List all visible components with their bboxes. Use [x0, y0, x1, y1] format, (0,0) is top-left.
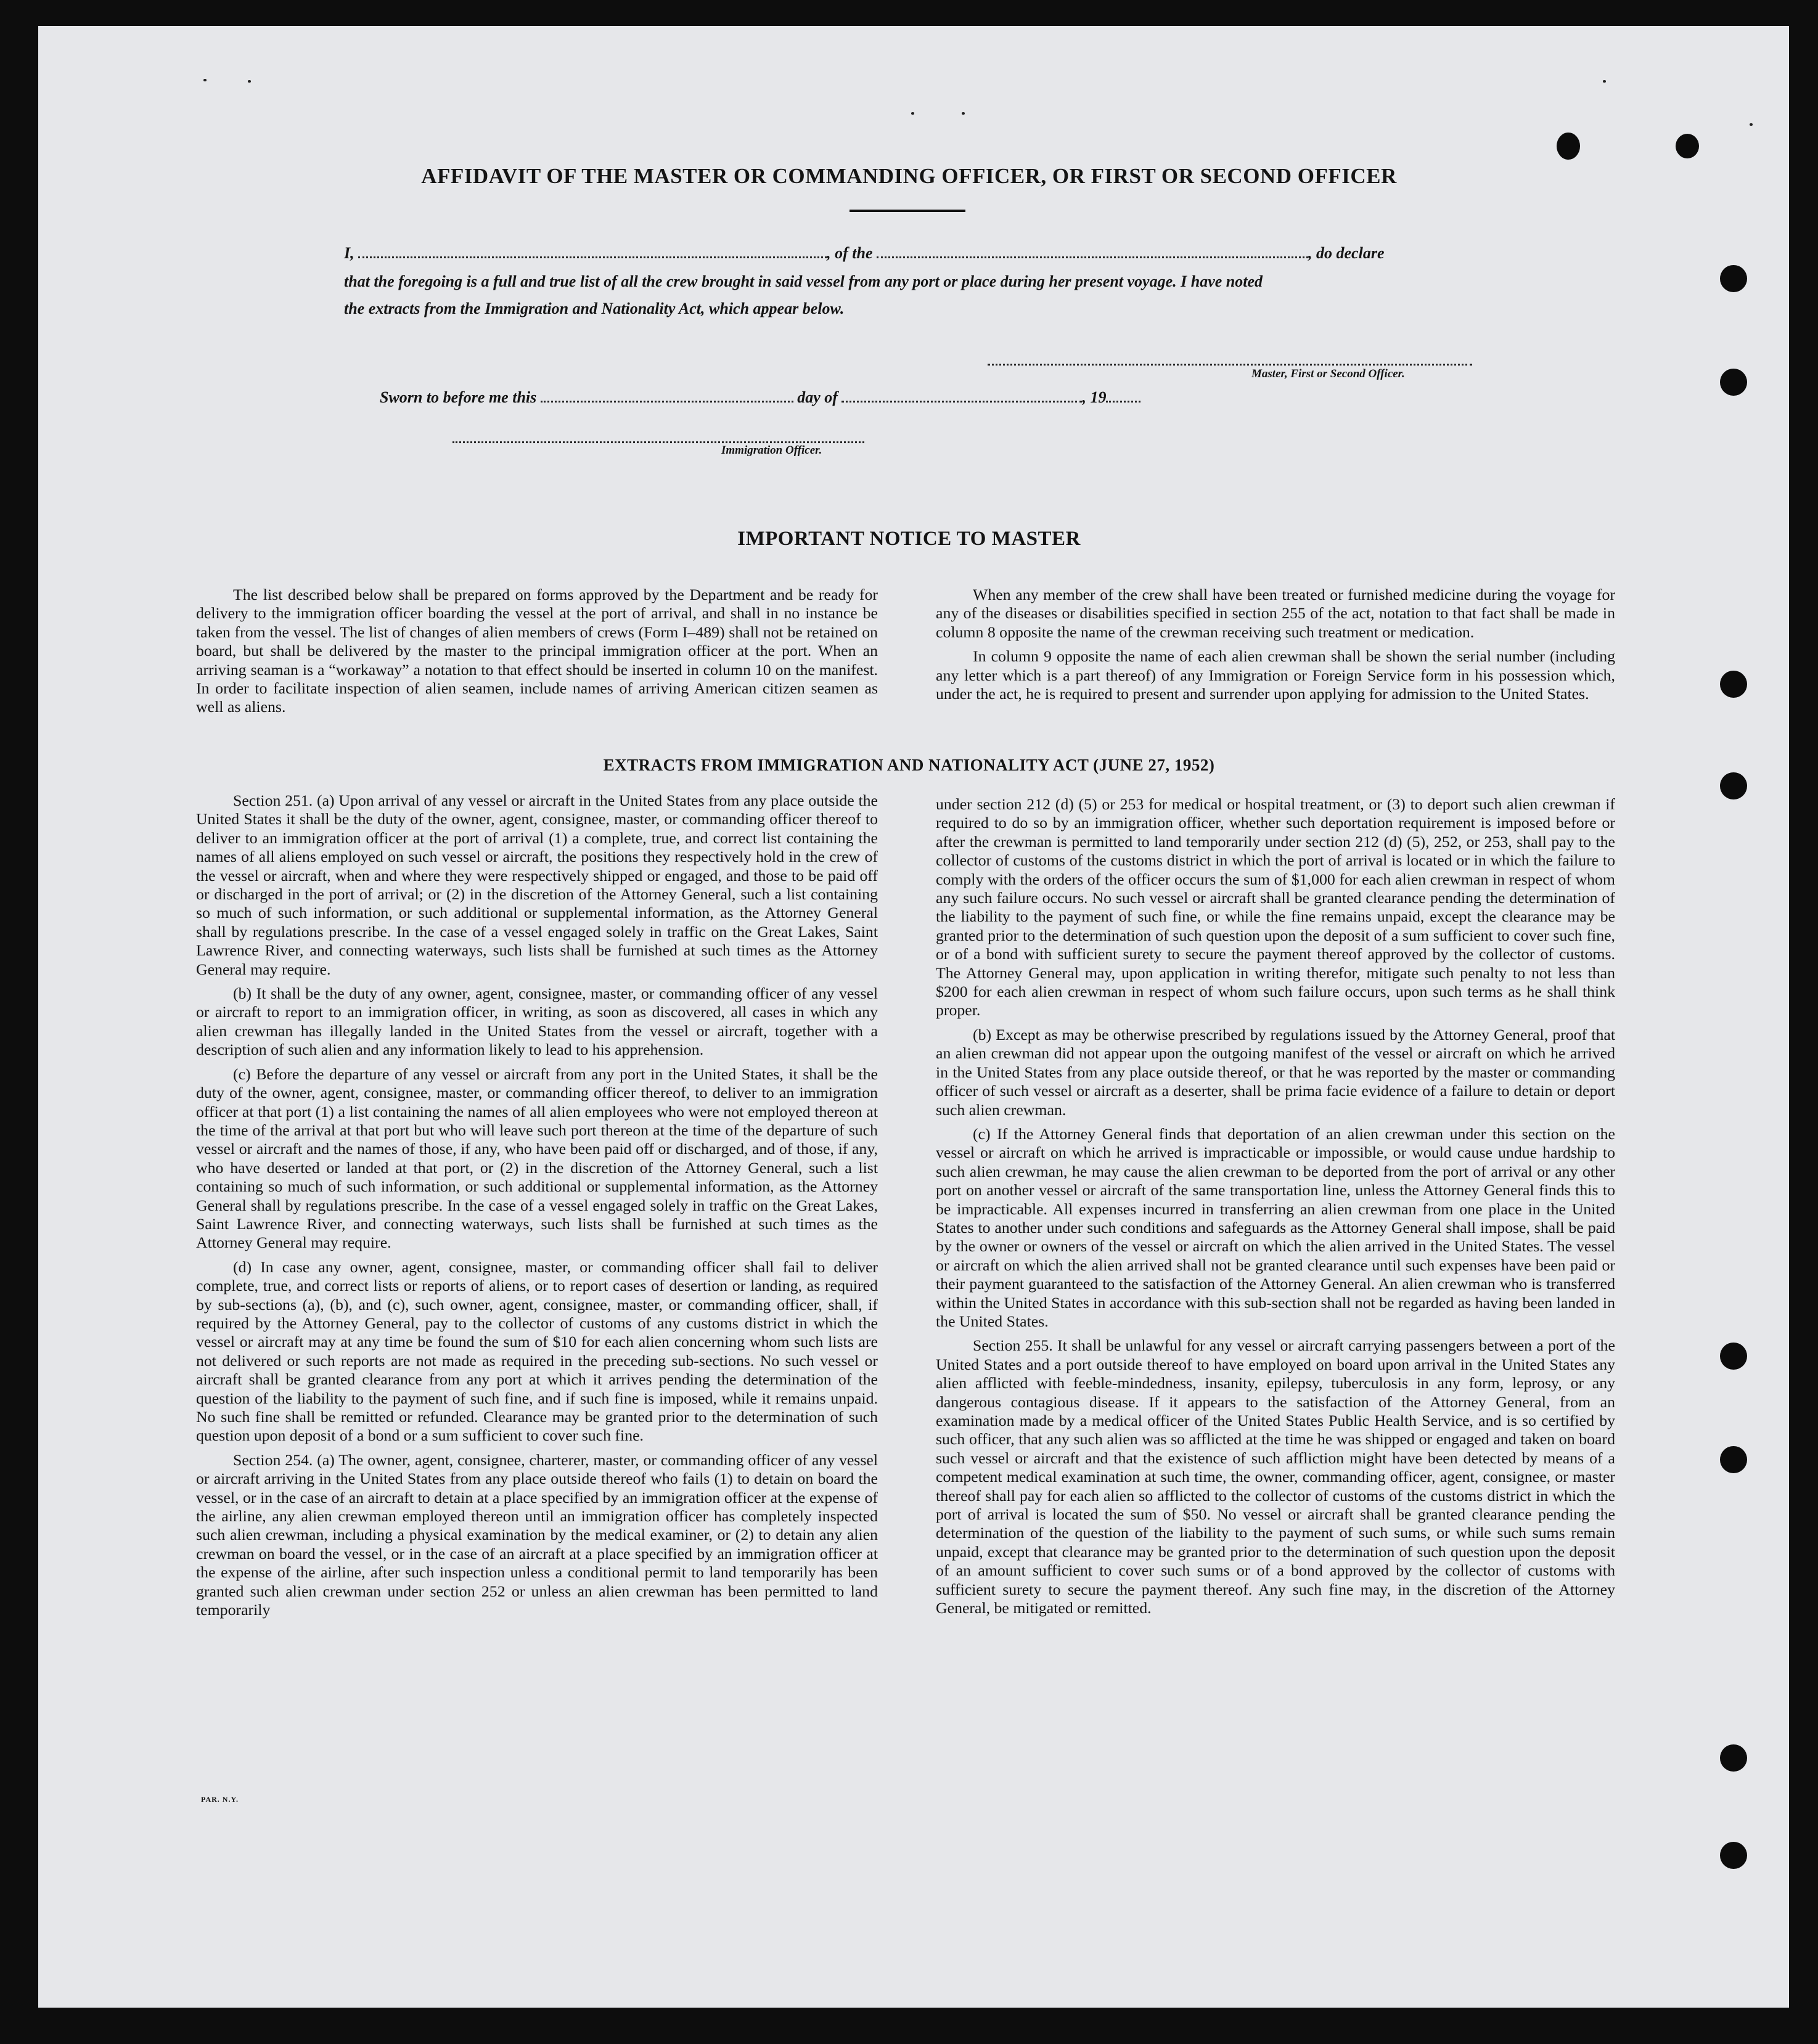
printer-mark: PAR. N.Y.	[201, 1795, 239, 1804]
scan-speck	[1603, 80, 1606, 83]
extract-paragraph: (b) It shall be the duty of any owner, agent, consignee, master, or commanding officer of any vessel or aircraft to report to an immigration officer, in writing, as soon as discovered, all cases in which any alien crewman has illegally landed in the United States from the vessel or aircraft, together with a description of such alien and any information likely to lead to his apprehension.	[196, 984, 878, 1059]
officer-signature-line[interactable]	[452, 439, 864, 443]
declaration-i: I,	[344, 244, 354, 262]
declaration-of-the: , of the	[827, 244, 873, 262]
punch-hole	[1720, 1343, 1747, 1370]
sworn-prefix: Sworn to before me this	[380, 388, 537, 406]
declaration-do-declare: , do declare	[1308, 244, 1385, 262]
punch-hole	[1720, 1842, 1747, 1869]
declaration-line	[344, 244, 1472, 263]
extract-paragraph: (c) Before the departure of any vessel or aircraft from any port in the United States, it shall be the duty of the owner, agent, consignee, master, or commanding officer thereof, to deliver to an immigration officer at that port (1) a list containing the names of all alien employees who were not employed thereon at the time of the arrival at that port but who will leave such port thereon at the time of the departure of such vessel or aircraft and the names of those, if any, who have been paid off or discharged, and of those, if any, who have deserted or landed at that port, or (2) in the discretion of the Attorney General, such a list containing so much of such information, or such additional or supplemental information, as the Attorney General shall by regulations prescribe. In the case of a vessel engaged solely in traffic on the Great Lakes, Saint Lawrence River, and connecting waterways, such lists shall be furnished at such times as the Attorney General may require.	[196, 1065, 878, 1252]
extract-paragraph: Section 254. (a) The owner, agent, consignee, charterer, master, or commanding officer of any vessel or aircraft arriving in the United States from any place outside thereof who fails (1) to detain on board the vessel, or in the case of an aircraft to detain at a place specified by an immigration officer at the expense of the airline, any alien crewman employed thereon until an immigration officer has completely inspected such alien crewman, including a physical examination by the medical examiner, or (2) to detain any alien crewman on board the vessel, or in the case of an aircraft at a place specified by an immigration officer at the expense of the airline, after such inspection unless a conditional permit to land temporarily has been granted such alien crewman under section 252 or unless an alien crewman has been permitted to land temporarily	[196, 1450, 878, 1619]
scan-speck	[962, 112, 965, 115]
notice-right-column	[936, 586, 1615, 709]
extract-paragraph: (d) In case any owner, agent, consignee, master, or commanding officer shall fail to deliver complete, true, and correct lists or reports of aliens, or to report cases of desertion or landing, as required by sub-sections (a), (b), and (c), such owner, agent, consignee, master, or commanding officer, shall, if required by the Attorney General, pay to the collector of customs of any customs district in which the vessel or aircraft may at any time be found the sum of $10 for each alien concerning whom such lists are not delivered or such reports are not made as required in the preceding sub-sections. No such vessel or aircraft shall be granted clearance from any port at which it arrives pending the determination of the question of the liability to the payment of such fine, and if such fine is imposed, while it remains unpaid. No such fine shall be remitted or refunded. Clearance may be granted prior to the determination of such question upon deposit of a bond or a sum sufficient to cover such fine.	[196, 1257, 878, 1445]
sworn-year-prefix: , 19	[1082, 388, 1107, 406]
punch-hole	[1720, 265, 1747, 292]
title-underline	[850, 210, 965, 212]
sworn-month-field[interactable]	[841, 396, 1082, 403]
punch-hole	[1720, 772, 1747, 799]
sworn-year-field[interactable]	[1106, 396, 1140, 403]
extract-paragraph: Section 255. It shall be unlawful for any vessel or aircraft carrying passengers between a port of the United States and a port outside thereof to have employed on board upon arrival in the United States any alien afflicted with feeble-mindedness, insanity, epilepsy, tuberculosis in any form, leprosy, or any dangerous contagious disease. If it appears to the satisfaction of the Attorney General, from an examination made by a medical officer of the United States Public Health Service, and is so certified by such officer, that any such alien was so afflicted at the time he was shipped or engaged and taken on board such vessel or aircraft and that the existence of such affliction might have been detected by means of a competent medical examination at such time, the owner, commanding officer, agent, consignee, or master thereof shall pay for each alien so afflicted to the collector of customs of the customs district in which the port of arrival is located the sum of $50. No vessel or aircraft shall be granted clearance pending the determination of the question of the liability to the payment of such sums, or while such sums remain unpaid, except that clearance may be granted prior to the determination of such question upon the deposit of an amount sufficient to cover such sums or of a bond approved by the collector of customs with sufficient surety to secure the payment thereof. Any such fine may, in the discretion of the Attorney General, be mitigated or remitted.	[936, 1336, 1615, 1617]
sworn-day-of: day of	[797, 388, 838, 406]
sworn-day-field[interactable]	[541, 396, 793, 403]
extract-paragraph: under section 212 (d) (5) or 253 for medical or hospital treatment, or (3) to deport such alien crewman if required to do so by an immigration officer, whether such deportation requirement is imposed before or after the crewman is permitted to land temporarily under section 212 (d) (5), 252, or 253, shall pay to the collector of customs of the customs district in which the port of arrival is located or in which the failure to comply with the orders of the officer occurs the sum of $1,000 for each alien crewman in respect of whom any such failure occurs. No such vessel or aircraft shall be granted clearance pending the determination of the liability to the payment of such fine, or while the fine remains unpaid, except the clearance may be granted prior to the determination of such question upon the deposit of a sum sufficient to cover such fine, or of a bond with sufficient surety to secure the payment thereof approved by the collector of customs. The Attorney General may, upon application in writing therefor, mitigate such penalty to not less than $200 for each alien crewman in respect of whom such failure occurs, upon such terms as he shall think proper.	[936, 795, 1615, 1020]
extract-paragraph: (b) Except as may be otherwise prescribed by regulations issued by the Attorney General, proof that an alien crewman did not appear upon the outgoing manifest of the vessel or aircraft on which he arrived in the United States from any place outside thereof, or that he was reported by the master or commanding officer of such vessel or aircraft as a deserter, shall be prima facie evidence of a failure to detain or deport such alien crewman.	[936, 1025, 1615, 1119]
sworn-line	[380, 388, 1243, 407]
extract-paragraph: Section 251. (a) Upon arrival of any vessel or aircraft in the United States from any place outside the United States it shall be the duty of the owner, agent, consignee, master, or commanding officer thereof to deliver to an immigration officer at the port of arrival (1) a complete, true, and correct list containing the names of all aliens employed on such vessel or aircraft, the positions they respectively hold in the crew of the vessel or aircraft, when and where they were respectively shipped or engaged, and those to be paid off or discharged in the port of arrival; or (2) in the discretion of the Attorney General, such a list containing so much of such information, or such additional or supplemental information, as the Attorney General shall by regulations prescribe. In the case of a vessel engaged solely in traffic on the Great Lakes, Saint Lawrence River, and connecting waterways, such lists shall be furnished at such times as the Attorney General may require.	[196, 791, 878, 978]
scan-speck	[248, 80, 251, 83]
officer-signature-label: Immigration Officer.	[721, 444, 822, 457]
extract-paragraph: (c) If the Attorney General finds that deportation of an alien crewman under this section on the vessel or aircraft on which he arrived is impracticable or impossible, or would cause undue hardship to such alien crewman, he may cause the alien crewman to be deported from the port of arrival or any other port on another vessel or aircraft of the same transportation line, unless the Attorney General finds this to be impracticable. All expenses incurred in transferring an alien crewman from one place in the United States to another under such conditions and safeguards as the Attorney General shall impose, shall be paid by the owner or owners of the vessel or aircraft on which the alien arrived in the United States. The vessel or aircraft on which the alien arrived shall not be granted clearance until such expenses have been paid or their payment guaranteed to the satisfaction of the Attorney General. An alien crewman who is transferred within the United States in accordance with this sub-section shall not be regarded as having been landed in the United States.	[936, 1124, 1615, 1330]
punch-hole	[1557, 133, 1580, 160]
punch-hole	[1720, 369, 1747, 396]
scan-speck	[203, 79, 207, 81]
punch-hole	[1720, 671, 1747, 698]
notice-title: IMPORTANT NOTICE TO MASTER	[737, 528, 1081, 550]
notice-right-paragraph-2: In column 9 opposite the name of each alien crewman shall be shown the serial number (including any letter which is a part thereof) of any Immigration or Foreign Service form in his possession which, under the act, he is required to present and surrender upon applying for admission to the United States.	[936, 647, 1615, 703]
vessel-field[interactable]	[877, 251, 1308, 258]
extracts-left-column	[196, 791, 878, 1625]
extracts-title: EXTRACTS FROM IMMIGRATION AND NATIONALITY ACT (JUNE 27, 1952)	[603, 756, 1215, 774]
master-signature-label: Master, First or Second Officer.	[1251, 367, 1405, 380]
affidavit-title: AFFIDAVIT OF THE MASTER OR COMMANDING OFFICER, OR FIRST OR SECOND OFFICER	[421, 164, 1397, 188]
notice-left-column	[196, 586, 878, 722]
scan-speck	[911, 112, 914, 115]
punch-hole	[1720, 1446, 1747, 1473]
declaration-line-2: that the foregoing is a full and true list of all the crew brought in said vessel from any port or place during her present voyage. I have noted	[344, 272, 1263, 290]
notice-right-paragraph-1: When any member of the crew shall have been treated or furnished medicine during the voyage for any of the diseases or disabilities specified in section 255 of the act, notation to that fact shall be made in column 8 opposite the name of the crewman receiving such treatment or medication.	[936, 586, 1615, 641]
extracts-right-column	[936, 795, 1615, 1623]
notice-left-paragraph: The list described below shall be prepared on forms approved by the Department and be ready for delivery to the immigration officer boarding the vessel at the port of arrival, and shall in no instance be taken from the vessel. The list of changes of alien members of crews (Form I–489) shall not be retained on board, but shall be delivered by the master to the principal immigration officer at the port. When an arriving seaman is a “workaway” a notation to that effect should be inserted in column 10 on the manifest. In order to facilitate inspection of alien seamen, include names of arriving American citizen seamen as well as aliens.	[196, 586, 878, 716]
master-signature-line[interactable]	[988, 361, 1472, 366]
punch-hole	[1720, 1744, 1747, 1772]
declaration-line-3: the extracts from the Immigration and Nationality Act, which appear below.	[344, 300, 845, 317]
scan-speck	[1750, 123, 1753, 126]
name-field[interactable]	[358, 251, 827, 258]
punch-hole	[1676, 134, 1699, 158]
